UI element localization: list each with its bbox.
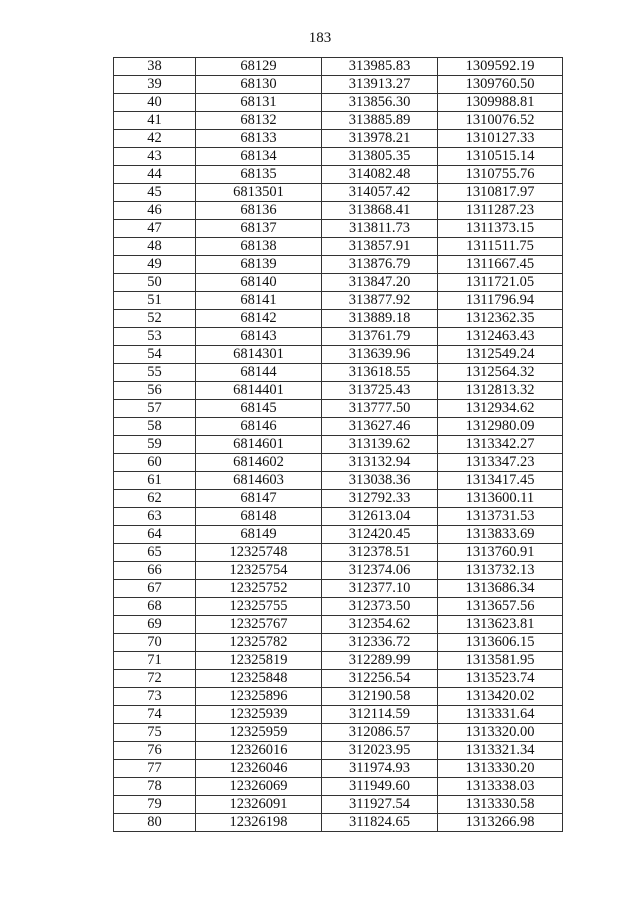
coordinate-table bbox=[113, 57, 563, 832]
x-coordinate-cell: 313847.20 bbox=[322, 274, 438, 292]
point-id-cell: 6814401 bbox=[196, 382, 322, 400]
page-number: 183 bbox=[308, 30, 332, 46]
table-body bbox=[114, 58, 563, 832]
x-coordinate-cell: 312613.04 bbox=[322, 508, 438, 526]
x-coordinate-cell: 312023.95 bbox=[322, 742, 438, 760]
y-coordinate-cell: 1311721.05 bbox=[438, 274, 563, 292]
point-number-cell: 79 bbox=[114, 796, 196, 814]
y-coordinate-cell: 1312564.32 bbox=[438, 364, 563, 382]
y-coordinate-cell: 1313606.15 bbox=[438, 634, 563, 652]
table-row bbox=[114, 256, 563, 274]
table-row bbox=[114, 202, 563, 220]
point-number-cell: 80 bbox=[114, 814, 196, 832]
point-number-cell: 53 bbox=[114, 328, 196, 346]
x-coordinate-cell: 313777.50 bbox=[322, 400, 438, 418]
point-id-cell: 68132 bbox=[196, 112, 322, 130]
point-id-cell: 12325819 bbox=[196, 652, 322, 670]
x-coordinate-cell: 313725.43 bbox=[322, 382, 438, 400]
point-number-cell: 57 bbox=[114, 400, 196, 418]
y-coordinate-cell: 1313731.53 bbox=[438, 508, 563, 526]
table-row bbox=[114, 328, 563, 346]
y-coordinate-cell: 1313760.91 bbox=[438, 544, 563, 562]
point-number-cell: 75 bbox=[114, 724, 196, 742]
point-id-cell: 12325767 bbox=[196, 616, 322, 634]
x-coordinate-cell: 312086.57 bbox=[322, 724, 438, 742]
x-coordinate-cell: 314082.48 bbox=[322, 166, 438, 184]
y-coordinate-cell: 1309760.50 bbox=[438, 76, 563, 94]
y-coordinate-cell: 1311287.23 bbox=[438, 202, 563, 220]
table-row bbox=[114, 580, 563, 598]
table-row bbox=[114, 112, 563, 130]
point-number-cell: 60 bbox=[114, 454, 196, 472]
table-row bbox=[114, 544, 563, 562]
y-coordinate-cell: 1312934.62 bbox=[438, 400, 563, 418]
table-row bbox=[114, 562, 563, 580]
x-coordinate-cell: 314057.42 bbox=[322, 184, 438, 202]
y-coordinate-cell: 1313321.34 bbox=[438, 742, 563, 760]
table-row bbox=[114, 598, 563, 616]
point-number-cell: 62 bbox=[114, 490, 196, 508]
table-row bbox=[114, 130, 563, 148]
y-coordinate-cell: 1310755.76 bbox=[438, 166, 563, 184]
table-row bbox=[114, 166, 563, 184]
point-id-cell: 68135 bbox=[196, 166, 322, 184]
point-number-cell: 68 bbox=[114, 598, 196, 616]
point-id-cell: 68133 bbox=[196, 130, 322, 148]
point-id-cell: 6814601 bbox=[196, 436, 322, 454]
point-id-cell: 12326198 bbox=[196, 814, 322, 832]
point-id-cell: 68136 bbox=[196, 202, 322, 220]
point-id-cell: 12325755 bbox=[196, 598, 322, 616]
point-number-cell: 78 bbox=[114, 778, 196, 796]
y-coordinate-cell: 1313330.20 bbox=[438, 760, 563, 778]
point-number-cell: 47 bbox=[114, 220, 196, 238]
x-coordinate-cell: 312256.54 bbox=[322, 670, 438, 688]
point-number-cell: 55 bbox=[114, 364, 196, 382]
point-id-cell: 12326046 bbox=[196, 760, 322, 778]
point-number-cell: 59 bbox=[114, 436, 196, 454]
table-row bbox=[114, 526, 563, 544]
y-coordinate-cell: 1310515.14 bbox=[438, 148, 563, 166]
point-number-cell: 40 bbox=[114, 94, 196, 112]
point-number-cell: 50 bbox=[114, 274, 196, 292]
y-coordinate-cell: 1313833.69 bbox=[438, 526, 563, 544]
table-row bbox=[114, 742, 563, 760]
table-row bbox=[114, 148, 563, 166]
point-number-cell: 71 bbox=[114, 652, 196, 670]
y-coordinate-cell: 1313600.11 bbox=[438, 490, 563, 508]
point-number-cell: 67 bbox=[114, 580, 196, 598]
point-id-cell: 68138 bbox=[196, 238, 322, 256]
point-number-cell: 76 bbox=[114, 742, 196, 760]
table-row bbox=[114, 58, 563, 76]
x-coordinate-cell: 313618.55 bbox=[322, 364, 438, 382]
table-row bbox=[114, 382, 563, 400]
table-row bbox=[114, 688, 563, 706]
point-number-cell: 49 bbox=[114, 256, 196, 274]
x-coordinate-cell: 312336.72 bbox=[322, 634, 438, 652]
y-coordinate-cell: 1312549.24 bbox=[438, 346, 563, 364]
x-coordinate-cell: 313805.35 bbox=[322, 148, 438, 166]
table-row bbox=[114, 706, 563, 724]
point-id-cell: 12325754 bbox=[196, 562, 322, 580]
point-number-cell: 61 bbox=[114, 472, 196, 490]
x-coordinate-cell: 313978.21 bbox=[322, 130, 438, 148]
y-coordinate-cell: 1313347.23 bbox=[438, 454, 563, 472]
x-coordinate-cell: 313856.30 bbox=[322, 94, 438, 112]
table-row bbox=[114, 814, 563, 832]
y-coordinate-cell: 1312980.09 bbox=[438, 418, 563, 436]
point-id-cell: 12325752 bbox=[196, 580, 322, 598]
y-coordinate-cell: 1310076.52 bbox=[438, 112, 563, 130]
point-id-cell: 68149 bbox=[196, 526, 322, 544]
x-coordinate-cell: 312354.62 bbox=[322, 616, 438, 634]
point-number-cell: 52 bbox=[114, 310, 196, 328]
point-number-cell: 44 bbox=[114, 166, 196, 184]
point-number-cell: 38 bbox=[114, 58, 196, 76]
table-row bbox=[114, 508, 563, 526]
x-coordinate-cell: 312374.06 bbox=[322, 562, 438, 580]
point-id-cell: 12325959 bbox=[196, 724, 322, 742]
point-number-cell: 77 bbox=[114, 760, 196, 778]
point-id-cell: 6813501 bbox=[196, 184, 322, 202]
x-coordinate-cell: 313877.92 bbox=[322, 292, 438, 310]
point-number-cell: 66 bbox=[114, 562, 196, 580]
x-coordinate-cell: 313885.89 bbox=[322, 112, 438, 130]
table-row bbox=[114, 310, 563, 328]
x-coordinate-cell: 311824.65 bbox=[322, 814, 438, 832]
point-number-cell: 74 bbox=[114, 706, 196, 724]
point-id-cell: 12325848 bbox=[196, 670, 322, 688]
point-number-cell: 65 bbox=[114, 544, 196, 562]
table-row bbox=[114, 490, 563, 508]
table-row bbox=[114, 184, 563, 202]
x-coordinate-cell: 311974.93 bbox=[322, 760, 438, 778]
table-row bbox=[114, 472, 563, 490]
y-coordinate-cell: 1312463.43 bbox=[438, 328, 563, 346]
x-coordinate-cell: 312420.45 bbox=[322, 526, 438, 544]
point-number-cell: 48 bbox=[114, 238, 196, 256]
x-coordinate-cell: 313985.83 bbox=[322, 58, 438, 76]
y-coordinate-cell: 1313417.45 bbox=[438, 472, 563, 490]
table-row bbox=[114, 220, 563, 238]
point-id-cell: 6814603 bbox=[196, 472, 322, 490]
point-number-cell: 51 bbox=[114, 292, 196, 310]
point-id-cell: 68139 bbox=[196, 256, 322, 274]
point-id-cell: 12326091 bbox=[196, 796, 322, 814]
point-number-cell: 54 bbox=[114, 346, 196, 364]
point-number-cell: 63 bbox=[114, 508, 196, 526]
y-coordinate-cell: 1311796.94 bbox=[438, 292, 563, 310]
point-id-cell: 12325782 bbox=[196, 634, 322, 652]
point-id-cell: 12326069 bbox=[196, 778, 322, 796]
y-coordinate-cell: 1312362.35 bbox=[438, 310, 563, 328]
point-id-cell: 12325748 bbox=[196, 544, 322, 562]
point-id-cell: 68148 bbox=[196, 508, 322, 526]
y-coordinate-cell: 1310127.33 bbox=[438, 130, 563, 148]
y-coordinate-cell: 1313338.03 bbox=[438, 778, 563, 796]
y-coordinate-cell: 1311373.15 bbox=[438, 220, 563, 238]
point-id-cell: 68143 bbox=[196, 328, 322, 346]
y-coordinate-cell: 1309988.81 bbox=[438, 94, 563, 112]
y-coordinate-cell: 1313320.00 bbox=[438, 724, 563, 742]
x-coordinate-cell: 313038.36 bbox=[322, 472, 438, 490]
table-row bbox=[114, 724, 563, 742]
x-coordinate-cell: 312114.59 bbox=[322, 706, 438, 724]
x-coordinate-cell: 313889.18 bbox=[322, 310, 438, 328]
point-number-cell: 46 bbox=[114, 202, 196, 220]
table-row bbox=[114, 274, 563, 292]
table-row bbox=[114, 76, 563, 94]
point-number-cell: 73 bbox=[114, 688, 196, 706]
table-row bbox=[114, 94, 563, 112]
x-coordinate-cell: 313868.41 bbox=[322, 202, 438, 220]
point-id-cell: 68141 bbox=[196, 292, 322, 310]
point-number-cell: 45 bbox=[114, 184, 196, 202]
point-number-cell: 42 bbox=[114, 130, 196, 148]
y-coordinate-cell: 1309592.19 bbox=[438, 58, 563, 76]
point-id-cell: 68144 bbox=[196, 364, 322, 382]
point-number-cell: 41 bbox=[114, 112, 196, 130]
table-row bbox=[114, 634, 563, 652]
y-coordinate-cell: 1311667.45 bbox=[438, 256, 563, 274]
point-number-cell: 56 bbox=[114, 382, 196, 400]
x-coordinate-cell: 313811.73 bbox=[322, 220, 438, 238]
point-number-cell: 64 bbox=[114, 526, 196, 544]
y-coordinate-cell: 1310817.97 bbox=[438, 184, 563, 202]
y-coordinate-cell: 1313330.58 bbox=[438, 796, 563, 814]
point-id-cell: 68137 bbox=[196, 220, 322, 238]
y-coordinate-cell: 1313623.81 bbox=[438, 616, 563, 634]
point-number-cell: 43 bbox=[114, 148, 196, 166]
y-coordinate-cell: 1313331.64 bbox=[438, 706, 563, 724]
point-id-cell: 12325896 bbox=[196, 688, 322, 706]
point-id-cell: 12326016 bbox=[196, 742, 322, 760]
y-coordinate-cell: 1313581.95 bbox=[438, 652, 563, 670]
x-coordinate-cell: 313857.91 bbox=[322, 238, 438, 256]
y-coordinate-cell: 1313657.56 bbox=[438, 598, 563, 616]
table-row bbox=[114, 364, 563, 382]
table-row bbox=[114, 454, 563, 472]
point-id-cell: 68145 bbox=[196, 400, 322, 418]
x-coordinate-cell: 312378.51 bbox=[322, 544, 438, 562]
x-coordinate-cell: 313876.79 bbox=[322, 256, 438, 274]
x-coordinate-cell: 313913.27 bbox=[322, 76, 438, 94]
y-coordinate-cell: 1311511.75 bbox=[438, 238, 563, 256]
point-id-cell: 68140 bbox=[196, 274, 322, 292]
table-row bbox=[114, 652, 563, 670]
table-row bbox=[114, 760, 563, 778]
table-row bbox=[114, 346, 563, 364]
y-coordinate-cell: 1313732.13 bbox=[438, 562, 563, 580]
table-row bbox=[114, 418, 563, 436]
x-coordinate-cell: 312190.58 bbox=[322, 688, 438, 706]
point-id-cell: 68146 bbox=[196, 418, 322, 436]
point-number-cell: 72 bbox=[114, 670, 196, 688]
point-id-cell: 68134 bbox=[196, 148, 322, 166]
point-id-cell: 68142 bbox=[196, 310, 322, 328]
table-row bbox=[114, 238, 563, 256]
point-number-cell: 58 bbox=[114, 418, 196, 436]
table-row bbox=[114, 778, 563, 796]
point-id-cell: 68130 bbox=[196, 76, 322, 94]
x-coordinate-cell: 313761.79 bbox=[322, 328, 438, 346]
x-coordinate-cell: 311927.54 bbox=[322, 796, 438, 814]
table-row bbox=[114, 670, 563, 688]
point-number-cell: 69 bbox=[114, 616, 196, 634]
y-coordinate-cell: 1313266.98 bbox=[438, 814, 563, 832]
table-row bbox=[114, 400, 563, 418]
x-coordinate-cell: 312792.33 bbox=[322, 490, 438, 508]
x-coordinate-cell: 311949.60 bbox=[322, 778, 438, 796]
x-coordinate-cell: 312289.99 bbox=[322, 652, 438, 670]
y-coordinate-cell: 1313420.02 bbox=[438, 688, 563, 706]
point-id-cell: 68129 bbox=[196, 58, 322, 76]
point-id-cell: 12325939 bbox=[196, 706, 322, 724]
y-coordinate-cell: 1313523.74 bbox=[438, 670, 563, 688]
point-id-cell: 68131 bbox=[196, 94, 322, 112]
x-coordinate-cell: 312377.10 bbox=[322, 580, 438, 598]
table-row bbox=[114, 436, 563, 454]
table-row bbox=[114, 796, 563, 814]
point-number-cell: 70 bbox=[114, 634, 196, 652]
point-number-cell: 39 bbox=[114, 76, 196, 94]
x-coordinate-cell: 313132.94 bbox=[322, 454, 438, 472]
x-coordinate-cell: 313639.96 bbox=[322, 346, 438, 364]
y-coordinate-cell: 1313686.34 bbox=[438, 580, 563, 598]
x-coordinate-cell: 312373.50 bbox=[322, 598, 438, 616]
x-coordinate-cell: 313139.62 bbox=[322, 436, 438, 454]
table-row bbox=[114, 292, 563, 310]
point-id-cell: 68147 bbox=[196, 490, 322, 508]
y-coordinate-cell: 1312813.32 bbox=[438, 382, 563, 400]
table-row bbox=[114, 616, 563, 634]
x-coordinate-cell: 313627.46 bbox=[322, 418, 438, 436]
point-id-cell: 6814602 bbox=[196, 454, 322, 472]
point-id-cell: 6814301 bbox=[196, 346, 322, 364]
y-coordinate-cell: 1313342.27 bbox=[438, 436, 563, 454]
